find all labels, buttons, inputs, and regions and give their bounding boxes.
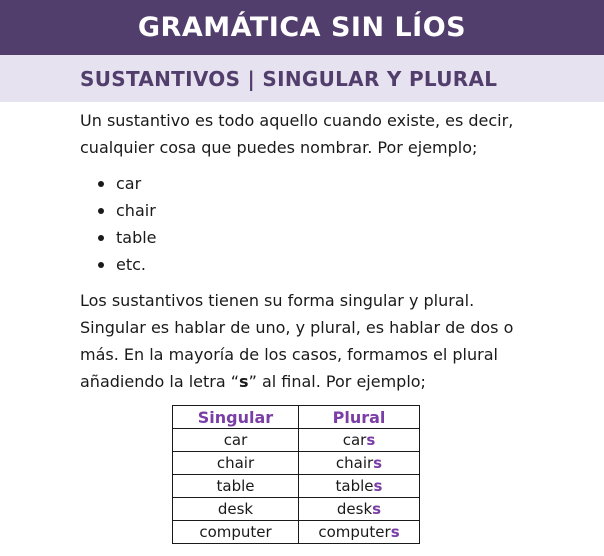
list-item [80, 224, 157, 251]
plural-base: desk [336, 500, 373, 518]
bullet-icon [98, 262, 104, 268]
plural-table [172, 405, 420, 544]
list-item [80, 197, 157, 224]
list-item [80, 251, 157, 278]
plural-cell [299, 429, 420, 452]
singular-cell: computer [173, 521, 299, 544]
singular-cell: desk [173, 498, 299, 521]
table-row [173, 498, 420, 521]
header-singular: Singular [173, 406, 299, 429]
list-item-text: etc. [116, 255, 146, 274]
table-row [173, 521, 420, 544]
table-row [173, 475, 420, 498]
plural-suffix: s [373, 477, 383, 495]
list-item-text: car [116, 174, 142, 193]
plural-cell [299, 521, 420, 544]
plural-suffix: s [390, 523, 400, 541]
singular-cell: table [173, 475, 299, 498]
bullet-icon [98, 181, 104, 187]
list-item [80, 170, 157, 197]
plural-cell [299, 452, 420, 475]
list-item-text: table [116, 228, 157, 247]
singular-cell: chair [173, 452, 299, 475]
list-item-text: chair [116, 201, 156, 220]
plural-base: computer [318, 523, 391, 541]
explanation-paragraph [80, 287, 540, 395]
plural-suffix: s [373, 454, 383, 472]
intro-paragraph: Un sustantivo es todo aquello cuando existe, es decir, cualquier cosa que puedes nombrar. Por ejemplo; [80, 111, 514, 157]
singular-cell: car [173, 429, 299, 452]
plural-base: chair [335, 454, 374, 472]
explanation-text: Los sustantivos tienen su forma singular y plural. Singular es hablar de uno, y plural, es hablar de dos o más. En la mayoría de los casos, formamos el plural añadiendo la letra “ [80, 291, 514, 391]
page-title: GRAMÁTICA SIN LÍOS [137, 12, 467, 43]
explanation-text-end: ” al final. Por ejemplo; [248, 372, 426, 391]
title-banner [0, 0, 604, 55]
bullet-icon [98, 235, 104, 241]
plural-base: table [335, 477, 374, 495]
table-row [173, 429, 420, 452]
plural-suffix: s [372, 500, 382, 518]
bullet-icon [98, 208, 104, 214]
table-header-row [173, 406, 420, 429]
plural-cell [299, 498, 420, 521]
plural-cell [299, 475, 420, 498]
table-row [173, 452, 420, 475]
highlight-letter: s [239, 372, 249, 391]
subtitle-banner [0, 55, 604, 102]
plural-suffix: s [366, 431, 376, 449]
section-title: SUSTANTIVOS | SINGULAR Y PLURAL [80, 67, 498, 91]
examples-list [80, 170, 157, 278]
header-plural: Plural [299, 406, 420, 429]
plural-base: car [342, 431, 367, 449]
